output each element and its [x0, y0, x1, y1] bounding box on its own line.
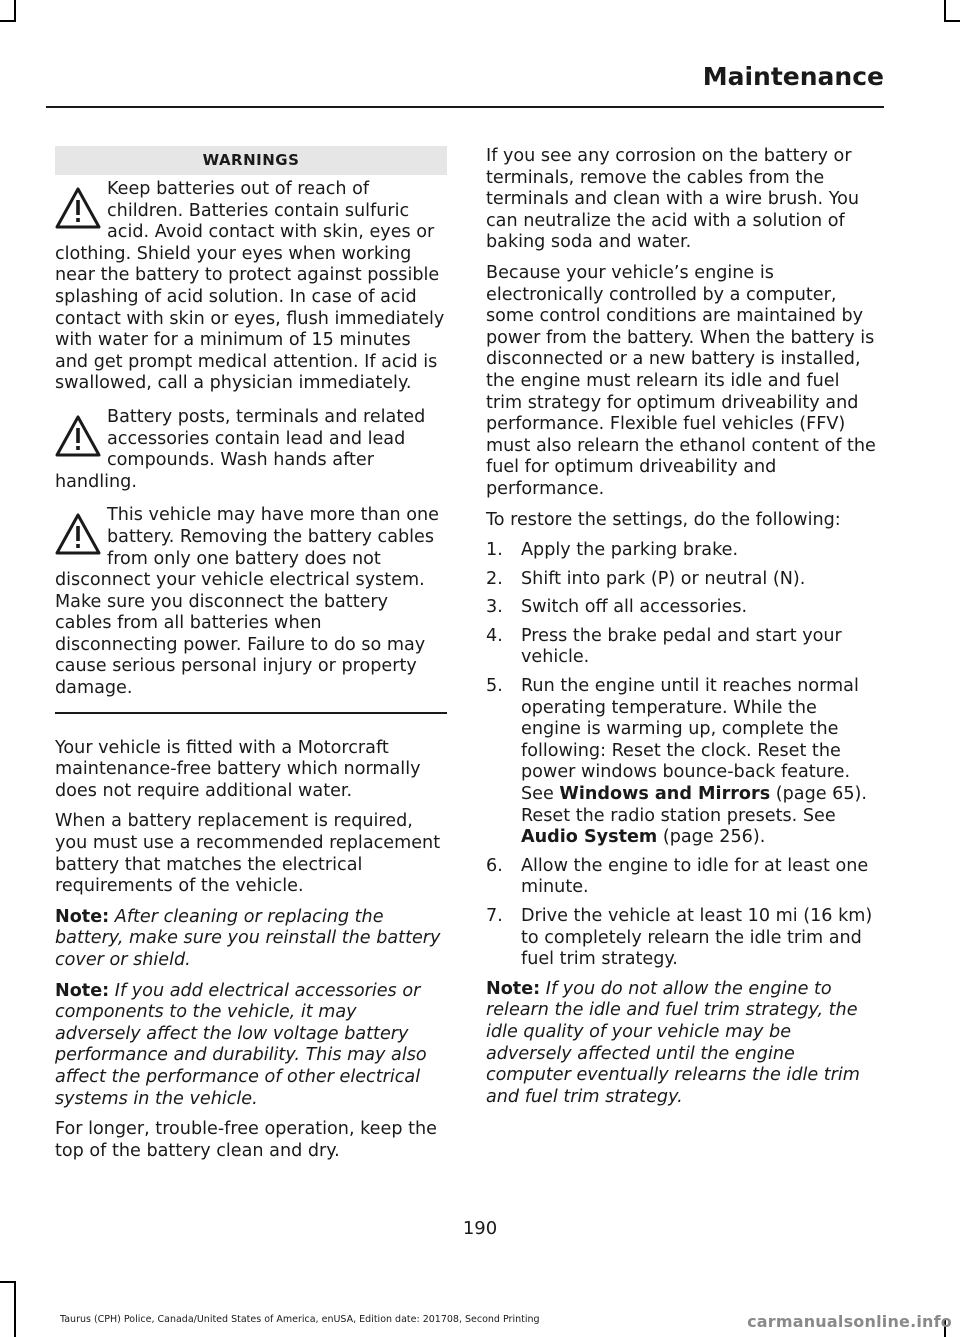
right-column	[486, 146, 880, 1117]
list-item	[486, 540, 880, 562]
warning-triangle-icon	[53, 511, 103, 559]
warning-item	[55, 505, 447, 699]
step-number: 5.	[486, 676, 503, 697]
page-number: 190	[462, 1218, 498, 1239]
battery-type-paragraph: Your vehicle is fitted with a Motorcraft maintenance-free battery which normally does not require additional water.	[55, 737, 421, 801]
list-item	[486, 597, 880, 619]
left-column	[55, 146, 447, 1171]
step-number: 4.	[486, 625, 503, 646]
warnings-heading: WARNINGS	[55, 146, 447, 175]
warning-triangle-icon	[53, 185, 103, 233]
crop-mark	[944, 20, 960, 22]
crop-mark	[944, 0, 946, 22]
step-text: Apply the parking brake.	[521, 540, 739, 561]
restore-intro: To restore the settings, do the following:	[486, 509, 841, 530]
note-accessories	[55, 981, 447, 1111]
note-idle-relearn	[486, 979, 880, 1109]
page-ref: (page 65).	[770, 784, 868, 805]
crop-mark	[0, 20, 16, 22]
step-number: 6.	[486, 855, 503, 876]
note-text: If you do not allow the engine to relearn the idle and fuel trim strategy, the idle quality of your vehicle may be adversely affected until the engine computer eventually relearns the idle trim and fuel trim strategy.	[486, 978, 860, 1107]
crop-mark	[0, 1281, 16, 1283]
corrosion-paragraph: If you see any corrosion on the battery or terminals, remove the cables from the terminals and clean with a wire brush. You can neutralize the acid with a solution of baking soda and water.	[486, 146, 860, 253]
audio-system-link[interactable]: Audio System	[521, 827, 658, 848]
list-item	[486, 856, 880, 899]
step-number: 1.	[486, 540, 503, 561]
page-ref: (page 256).	[657, 827, 766, 848]
windows-mirrors-link[interactable]: Windows and Mirrors	[559, 784, 771, 805]
step-text: Drive the vehicle at least 10 mi (16 km) to completely relearn the idle trim and fuel trim strategy.	[521, 906, 873, 970]
note-label: Note:	[55, 980, 110, 1001]
warning-item	[55, 407, 447, 493]
watermark: carmanualsonline.info	[747, 1312, 952, 1331]
warning-triangle-icon	[53, 413, 103, 461]
step-text: Switch off all accessories.	[521, 597, 748, 618]
list-item	[486, 906, 880, 971]
step-number: 7.	[486, 906, 503, 926]
note-label: Note:	[486, 978, 541, 999]
warning-text: Keep batteries out of reach of children. Batteries contain sulfuric acid. Avoid contact with skin, eyes or clothing. Shield your eyes when working near the battery to protect against possible splashing of acid solution. In case of acid contact with skin or eyes, flush immediately with water for a minimum of 15 minutes and get prompt medical attention. If acid is swallowed, call a physician immediately.	[55, 179, 445, 394]
note-text: If you add electrical accessories or components to the vehicle, it may adversely affect the low voltage battery performance and durability. This may also affect the performance of other electrical systems in the vehicle.	[55, 980, 427, 1109]
edition-footer: Taurus (CPH) Police, Canada/United States of America, enUSA, Edition date: 201708, Second Printing	[60, 1314, 540, 1325]
crop-mark	[14, 0, 16, 22]
warning-item	[55, 179, 447, 395]
step-number: 2.	[486, 568, 503, 589]
page-title: Maintenance	[702, 62, 884, 91]
crop-mark	[14, 1281, 16, 1337]
list-item	[486, 569, 880, 591]
note-label: Note:	[55, 906, 110, 927]
step-text: Allow the engine to idle for at least one minute.	[521, 855, 869, 898]
step-text: Shift into park (P) or neutral (N).	[521, 568, 806, 589]
warning-text: Battery posts, terminals and related accessories contain lead and lead compounds. Wash hands after handling.	[55, 406, 426, 492]
note-text: After cleaning or replacing the battery, make sure you reinstall the battery cover or shield.	[55, 906, 441, 970]
step-number: 3.	[486, 597, 503, 618]
list-item	[486, 626, 880, 669]
warning-text: This vehicle may have more than one battery. Removing the battery cables from only one battery does not disconnect your vehicle electrical system. Make sure you disconnect the battery cables from all batteries when disconnecting power. Failure to do so may cause serious personal injury or property damage.	[55, 505, 439, 699]
step-text: Run the engine until it reaches normal operating temperature. While the engine is warming up, complete the following: Reset the clock. Reset the power windows bounce-back feature. See	[521, 676, 859, 805]
computer-control-paragraph: Because your vehicle’s engine is electronically controlled by a computer, some control conditions are maintained by power from the battery. When the battery is disconnected or a new battery is installed, the engine must relearn its idle and fuel trim strategy for optimum driveability and performance. Flexible fuel vehicles (FFV) must also relearn the ethanol content of the fuel for optimum driveability and performance.	[486, 262, 876, 499]
step-text: Reset the radio station presets. See	[521, 805, 836, 826]
restore-steps-list	[486, 540, 880, 971]
title-divider	[46, 106, 884, 108]
replacement-paragraph: When a battery replacement is required, you must use a recommended replacement battery that matches the electrical requirements of the vehicle.	[55, 811, 441, 897]
note-reinstall-cover	[55, 907, 447, 972]
warnings-end-rule	[55, 712, 447, 714]
list-item	[486, 676, 880, 849]
clean-dry-paragraph: For longer, trouble-free operation, keep the top of the battery clean and dry.	[55, 1119, 437, 1161]
step-text: Press the brake pedal and start your vehicle.	[521, 625, 842, 668]
